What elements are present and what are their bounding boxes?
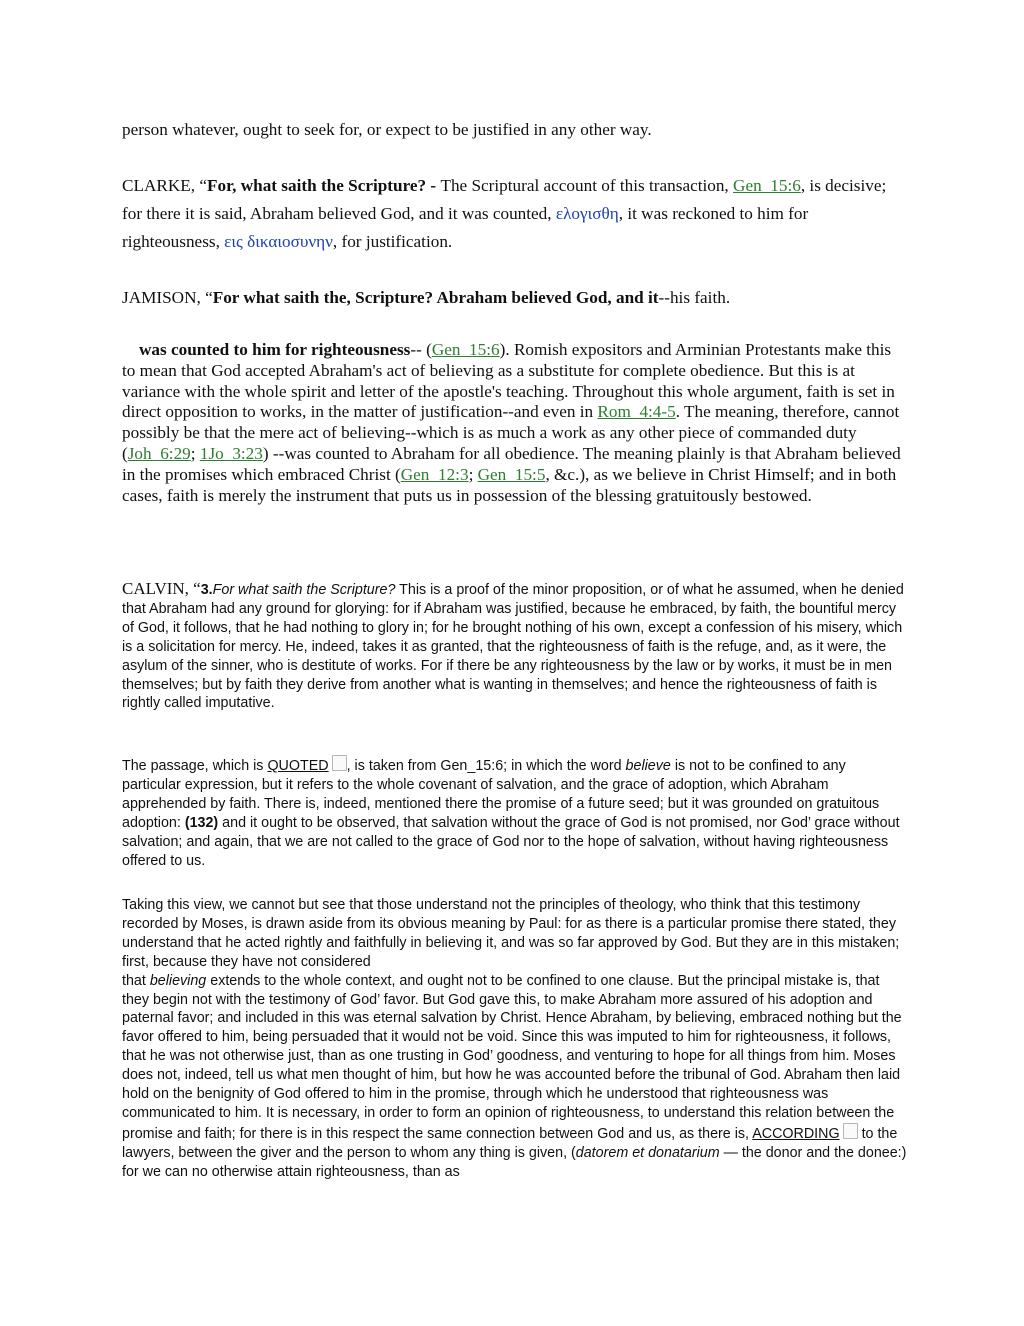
link-joh-6-29[interactable]: Joh_6:29 [127, 443, 191, 463]
counted-heading: was counted to him for righteousness [139, 340, 411, 359]
link-gen-15-6[interactable]: Gen_15:6 [733, 176, 801, 195]
footnote-box-icon[interactable] [332, 755, 347, 771]
link-gen-15-5[interactable]: Gen_15:5 [477, 464, 546, 484]
link-1jo-3-23[interactable]: 1Jo_3:23 [199, 443, 263, 463]
calvin-heading: For what saith the Scripture? [212, 582, 396, 598]
footnote-box-icon[interactable] [843, 1123, 858, 1139]
calvin-paragraph-1: CALVIN, “3.For what saith the Scripture? This is a proof of the minor proposition, or of what he assumed, when he denied that Abraham had any ground for glorying: for if Abraham was justified, because he embraced, by faith, the bountiful mercy of God, it follows, that he had nothing to glory in; for he brought nothing of his own, except a confession of his misery, which is a solicitation for mercy. He, indeed, takes it as granted, that the righteousness of faith is the refuge, and, as it were, the asylum of the sinner, who is destitute of works. For if there be any righteousness by the law or by works, it must be in men themselves; but by faith they derive from another what is wanting in themselves; and hence the righteousness of faith is rightly called imputative. [122, 579, 904, 712]
quoted-link[interactable]: QUOTED [267, 758, 329, 774]
verse-number: 3. [200, 582, 213, 598]
jamison-paragraph: JAMISON, “For what saith the, Scripture? Abraham believed God, and it--his faith. [122, 288, 731, 307]
calvin-paragraph-2: The passage, which is QUOTED , is taken from Gen_15:6; in which the word believe is not to be confined to any particular expression, but it refers to the whole covenant of salvation, and the grace of adoption, which Abraham apprehended by faith. There is, indeed, mentioned there the promise of a future seed; but it was grounded on gratuitous adoption: (132) and it ought to be observed, that salvation without the grace of God is not promised, nor God’ grace without salvation; and again, that we are not called to the grace of God nor to the hope of salvation, without having righteousness offered to us. [122, 755, 908, 870]
link-gen-15-6[interactable]: Gen_15:6 [431, 340, 500, 359]
link-rom-4-4-5[interactable]: Rom_4:4-5 [597, 402, 676, 422]
footnote-ref: (132) [184, 814, 219, 831]
according-link[interactable]: ACCORDING [752, 1125, 840, 1142]
jamison-heading: For what saith the, Scripture? Abraham believed God, and it [212, 288, 659, 307]
link-gen-12-3[interactable]: Gen_12:3 [400, 464, 469, 484]
greek-term: ελογισθη [555, 204, 619, 223]
clarke-paragraph: CLARKE, “For, what saith the Scripture? - The Scriptural account of this transaction, Gen_15:6, is decisive; for there it is said, Abraham believed God, and it was counted, ελογισθη, it was reckoned to him for righteousness, εις δικαιοσυνην, for justification. [122, 176, 887, 251]
greek-term: εις δικαιοσυνην [224, 232, 333, 251]
paragraph-continuation: person whatever, ought to seek for, or expect to be justified in any other way. [122, 120, 652, 139]
clarke-heading: For, what saith the Scripture? - [206, 176, 441, 195]
calvin-paragraph-3: Taking this view, we cannot but see that those understand not the principles of theology, who think that this testimony recorded by Moses, is drawn aside from its obvious meaning by Paul: for as there is a particular promise there stated, they understand that he acted rightly and faithfully in believing it, and was so far approved by God. But they are in this mistaken; first, because they have not considered that believing extends to the whole context, and ought not to be confined to one clause. But the principal mistake is, that they begin not with the testimony of God’ favor. But God gave this, to make Abraham more assured of his adoption and paternal favor; and included in this was eternal salvation by Christ. Hence Abraham, by believing, embraced nothing but the favor offered to him, being persuaded that it would not be void. Since this was imputed to him for righteousness, it follows, that he was not otherwise just, than as one trusting in God’ goodness, and venturing to hope for all things from him. Moses does not, indeed, tell us what men thought of him, but how he was accounted before the tribunal of God. Abraham then laid hold on the benignity of God offered to him in the promise, through which he understood that righteousness was communicated to him. It is necessary, in order to form an opinion of righteousness, to understand this relation between the promise and faith; for there is in this respect the same connection between God and us, as there is, ACCORDING to the lawyers, between the giver and the person to whom any thing is given, (datorem et donatarium — the donor and the donee:) for we can no otherwise attain righteousness, than as [122, 897, 907, 1180]
counted-paragraph: was counted to him for righteousness-- (Gen_15:6). Romish expositors and Arminian Protestants make this to mean that God accepted Abraham's act of believing as a substitute for complete obedience. But this is at variance with the whole spirit and letter of the apostle's teaching. Throughout this whole argument, faith is set in direct opposition to works, in the matter of justification--and even in Rom_4:4-5. The meaning, therefore, cannot possibly be that the mere act of believing--which is as much a work as any other piece of commanded duty (Joh_6:29; 1Jo_3:23) --was counted to Abraham for all obedience. The meaning plainly is that Abraham believed in the promises which embraced Christ (Gen_12:3; Gen_15:5, &c.), as we believe in Christ Himself; and in both cases, faith is merely the instrument that puts us in possession of the blessing gratuitously bestowed. [122, 340, 901, 505]
